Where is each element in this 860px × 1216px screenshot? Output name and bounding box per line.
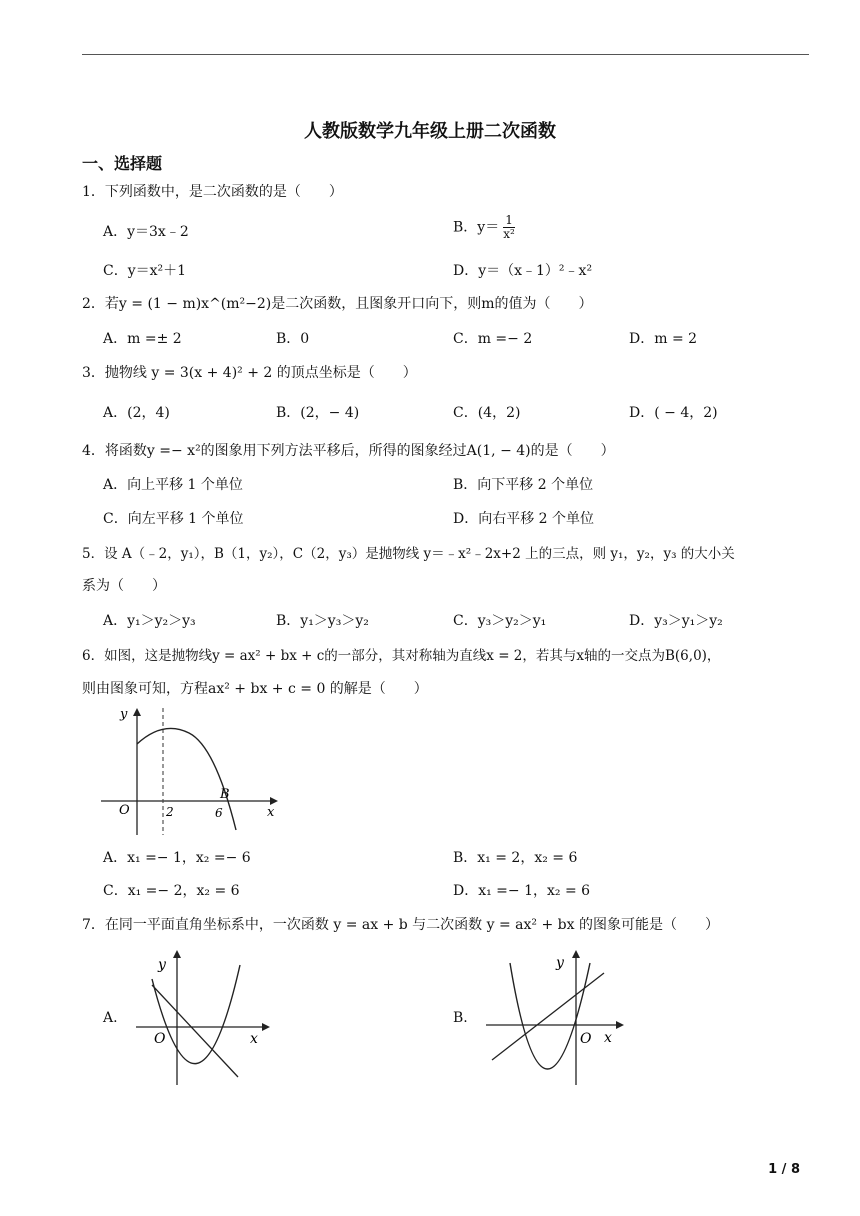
question-1-stem: 1．下列函数中，是二次函数的是（ ） [82,184,343,200]
q3-option-d: D．( − 4，2) [629,405,718,421]
q7-figure-b [480,945,630,1090]
q4-option-c: C．向左平移 1 个单位 [103,511,244,527]
q6-option-a: A．x₁ =− 1，x₂ =− 6 [103,850,251,866]
fig-x-label: x [267,805,275,820]
fig-y-label: y [120,707,128,722]
fraction-numerator: 1 [505,213,513,227]
q1-option-b [453,214,515,241]
q4-option-d: D．向右平移 2 个单位 [453,511,595,527]
fig-tick-2: 2 [166,805,174,819]
q1-option-d: D．y＝（x﹣1）²﹣x² [453,263,593,279]
q5-option-d: D．y₃＞y₁＞y₂ [629,613,723,629]
q3-option-a: A．(2，4) [103,405,170,421]
q7-option-a-label: A. [103,1010,118,1026]
q5-option-a: A．y₁＞y₂＞y₃ [103,613,196,629]
question-5-stem-line1: 5．设 A（﹣2，y₁），B（1，y₂），C（2，y₃）是抛物线 y＝﹣x²﹣2x+2 上的三点，则 y₁，y₂，y₃ 的大小关 [82,546,735,562]
question-7-stem: 7．在同一平面直角坐标系中，一次函数 y = ax + b 与二次函数 y = ax² + bx 的图象可能是（ ） [82,917,719,933]
q5-option-c: C．y₃＞y₂＞y₁ [453,613,547,629]
q7-figure-a [130,945,275,1090]
x-axis-arrow-icon [262,1023,270,1031]
parabola-curve [152,965,240,1064]
q3-option-b: B．(2，− 4) [276,405,360,421]
fig-origin-label: O [119,803,130,818]
question-6-stem-line2: 则由图象可知，方程ax² + bx + c = 0 的解是（ ） [82,681,428,697]
question-5-stem-line2: 系为（ ） [82,578,166,594]
question-3-stem: 3．抛物线 y = 3(x + 4)² + 2 的顶点坐标是（ ） [82,365,417,381]
fig-tick-6: 6 [215,806,223,820]
fig-x-label: x [604,1030,612,1046]
question-2-stem: 2．若y = (1 − m)x^(m²−2)是二次函数，且图象开口向下，则m的值为（ ） [82,296,593,312]
header-rule [82,54,809,55]
page-title: 人教版数学九年级上册二次函数 [304,121,556,142]
fig-origin-label: O [580,1031,592,1047]
fig-y-label: y [158,957,166,973]
page-number: 1 / 8 [768,1162,800,1177]
y-axis-arrow-icon [173,950,181,958]
x-axis-arrow-icon [616,1021,624,1029]
q1-option-a: A．y＝3x﹣2 [103,224,189,240]
section-heading: 一、选择题 [82,154,163,173]
q2-option-b: B．0 [276,331,310,347]
q6-option-b: B．x₁ = 2，x₂ = 6 [453,850,578,866]
question-6-stem-line1: 6．如图，这是抛物线y = ax² + bx + c的一部分，其对称轴为直线x = 2，若其与x轴的一交点为B(6,0)， [82,648,721,664]
fig-x-label: x [250,1031,258,1047]
q2-option-a: A．m =± 2 [103,331,182,347]
q4-option-b: B．向下平移 2 个单位 [453,477,594,493]
q1-option-b-fraction [503,214,515,241]
fig-origin-label: O [154,1031,166,1047]
y-axis-arrow-icon [133,708,141,716]
question-4-stem: 4．将函数y =− x²的图象用下列方法平移后，所得的图象经过A(1, − 4)的是（ ） [82,443,615,459]
fraction-denominator: x² [503,227,515,241]
q7-option-b-label: B. [453,1010,468,1026]
q5-option-b: B．y₁＞y₃＞y₂ [276,613,369,629]
q1-option-c: C．y＝x²＋1 [103,263,187,279]
q6-option-c: C．x₁ =− 2，x₂ = 6 [103,883,240,899]
q2-option-d: D．m = 2 [629,331,698,347]
parabola-curve [510,963,590,1069]
fig-y-label: y [556,955,564,971]
q6-parabola-figure [95,700,290,840]
y-axis-arrow-icon [572,950,580,958]
q2-option-c: C．m =− 2 [453,331,533,347]
q6-option-d: D．x₁ =− 1，x₂ = 6 [453,883,591,899]
fig-point-b: B [220,787,230,802]
x-axis-arrow-icon [270,797,278,805]
q1-option-b-prefix: B．y＝ [453,219,500,236]
q4-option-a: A．向上平移 1 个单位 [103,477,243,493]
q3-option-c: C．(4，2) [453,405,521,421]
